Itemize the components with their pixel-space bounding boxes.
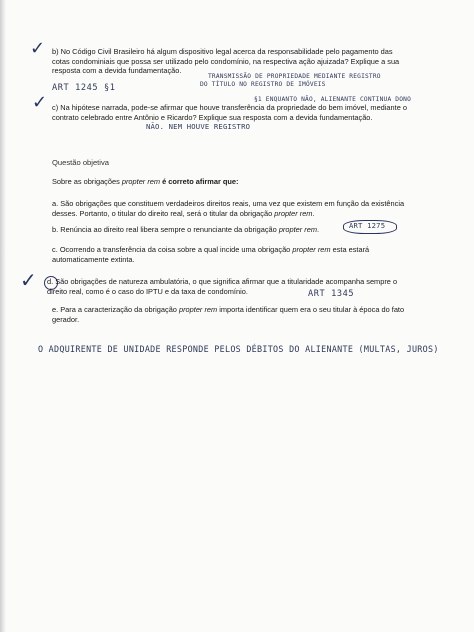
option-c — [52, 245, 414, 264]
objective-prompt-term: propter rem — [121, 177, 161, 186]
option-b-label: b. — [52, 225, 59, 234]
option-a — [52, 199, 414, 218]
option-a-pre: São obrigações que constituem verdadeiros direitos reais, uma vez que existem em função da existência desses. Portanto, o titular do direito real, será o titular da obrigação — [52, 199, 405, 218]
option-e-label: e. — [52, 305, 59, 314]
objective-prompt — [52, 177, 392, 187]
question-c-answer: NÃO. NEM HOUVE REGISTRO — [146, 122, 251, 131]
objective-prompt-suffix: é correto afirmar que: — [160, 177, 239, 186]
option-d-text: São obrigações de natureza ambulatória, o que significa afirmar que a titularidade acompanha sempre o direito real, como é o caso do IPTU e da taxa de condomínio. — [47, 277, 398, 296]
option-d — [47, 277, 414, 299]
option-e-pre: Para a caracterização da obrigação — [60, 305, 179, 314]
option-e-term: propter rem — [178, 305, 218, 314]
question-c-text — [52, 103, 414, 122]
option-c-pre: Ocorrendo a transferência da coisa sobre a qual incide uma obrigação — [59, 245, 293, 254]
option-c-term: propter rem — [292, 245, 331, 254]
question-b-answer-right: §1 ENQUANTO NÃO, ALIENANTE CONTINUA DONO — [254, 96, 412, 103]
option-e — [52, 305, 414, 324]
option-c-label: c. — [52, 245, 58, 254]
option-a-term: propter rem — [274, 208, 313, 218]
option-e-post: importa identificar quem era o seu titular à época do fato gerador. — [52, 305, 405, 324]
checkmark-icon: ✓ — [32, 92, 48, 113]
question-b-answer-line2: DO TÍTULO NO REGISTRO DE IMÓVEIS — [200, 81, 326, 88]
option-b-term: propter rem — [278, 225, 318, 234]
handwritten-final-answer: O ADQUIRENTE DE UNIDADE RESPONDE PELOS DÉBITOS DO ALIENANTE (MULTAS, JUROS) — [38, 344, 439, 354]
option-d-label: d. — [47, 277, 54, 286]
checkmark-icon: ✓ — [30, 38, 46, 59]
question-b-answer-line1: TRANSMISSÃO DE PROPRIEDADE MEDIANTE REGISTRO — [208, 73, 381, 80]
option-a-label: a. — [52, 199, 59, 208]
question-b-body: No Código Civil Brasileiro há algum dispositivo legal acerca da responsabilidade pelo pagamento das cotas condominiais que possa ser utilizado pelo condomínio, na respectiva ação ajuizada? Explique a sua resposta com a devida fundamentação. — [52, 47, 400, 76]
option-c-post: esta estará automaticamente extinta. — [52, 245, 370, 264]
option-a-post: . — [312, 208, 315, 218]
objective-prompt-prefix: Sobre as obrigações — [52, 177, 122, 186]
option-b-note: ART 1275 — [349, 221, 386, 230]
objective-heading: Questão objetiva — [52, 158, 109, 167]
checkmark-icon: ✓ — [20, 268, 37, 292]
question-b-text — [52, 47, 412, 76]
question-b-label: b) — [52, 47, 59, 56]
option-b-pre: Renúncia ao direito real libera sempre o renunciante da obrigação — [60, 225, 279, 234]
option-d-note: ART 1345 — [308, 289, 355, 299]
question-c-body: Na hipótese narrada, pode-se afirmar que houve transferência da propriedade do bem imóvel, mediante o contrato celebrado entre Antônio e Ricardo? Explique sua resposta com a devida fundamentação. — [52, 103, 407, 122]
option-b-post: . — [317, 225, 320, 234]
question-c-label: c) — [52, 103, 59, 112]
question-b-answer-ref: ART 1245 §1 — [52, 83, 116, 93]
scan-shadow-edge — [0, 0, 6, 632]
